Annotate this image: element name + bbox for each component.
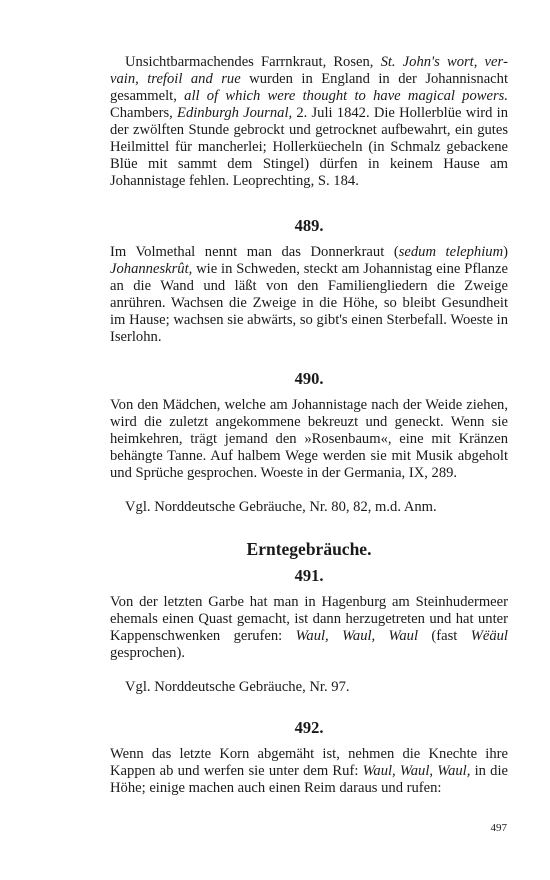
paragraph-491 <box>110 594 508 662</box>
italic-run: Edinburgh Journal, <box>177 105 293 121</box>
italic-run: Johanneskrût, <box>110 261 193 277</box>
entry-number-491: 491. <box>294 566 324 585</box>
text-run: Wenn das letzte Korn abgemäht ist, nehmen die Knechte ihre Kappen ab und werfen sie unter dem Ruf: <box>110 746 508 779</box>
italic-run: sedum telephium <box>398 244 504 260</box>
entry-number-492: 492. <box>294 718 324 737</box>
italic-run: all of which were thought to have magical powers. <box>184 88 508 104</box>
text-run: Von der letzten Garbe hat man in Hagenburg am Steinhudermeer ehemals einen Quast gemacht, ist dann herzugetreten und hat unter Kappenschwenken gerufen: <box>110 594 508 644</box>
text-run: wie in Schweden, steckt am Johannistag eine Pflanze an die Wand und läßt von den Familiengliedern die Zweige anrühren. Wachsen die Zweige in die Höhe, so bleibt Gesundheit im Hause; wachsen sie abwärts, so gibt's einen Sterbefall. Woeste in Iserlohn. <box>110 261 508 345</box>
text-run: Unsichtbarmachendes Farrnkraut, Rosen, <box>125 54 381 70</box>
italic-run: Waul, Waul, Waul <box>295 628 419 644</box>
text-run: 2. Juli 1842. Die Hollerblüe wird in der zwölften Stunde gebrockt und getrocknet aufbewahrt, ein gutes Heilmittel für mancherlei; Hollerküecheln (in Schmalz gebackene Blüe mit sammt dem Stingel) dürfen in keinem Hause am Johannistage fehlen. Leoprechting, S. 184. <box>110 105 508 189</box>
paragraph-492 <box>110 746 508 797</box>
text-run: (fast <box>418 628 471 644</box>
paragraph-490: Von den Mädchen, welche am Johannistage nach der Weide ziehen, wird die zuletzt angekommene bekreuzt und geneckt. Wenn sie heimkehren, trägt jemand den »Rosenbaum«, eine mit Kränzen behängte Tanne. Auf halbem Wege werden sie mit Musik abgeholt und Sprüche gesprochen. Woeste in der Germania, IX, 289. <box>110 397 508 481</box>
note-491: Vgl. Norddeutsche Gebräuche, Nr. 97. <box>125 679 350 695</box>
text-run: ) <box>503 244 508 260</box>
text-run: in die Höhe; einige machen auch einen Reim daraus und rufen: <box>110 763 508 796</box>
text-run: wurden in England in der Johannisnacht gesammelt, <box>110 71 509 104</box>
paragraph-489 <box>110 244 508 346</box>
text-run: Chambers, <box>110 105 178 121</box>
note-490: Vgl. Norddeutsche Gebräuche, Nr. 80, 82, m.d. Anm. <box>125 499 437 515</box>
paragraph-intro <box>110 54 508 190</box>
italic-run: Wëäul <box>470 628 508 644</box>
entry-number-489: 489. <box>294 216 324 235</box>
italic-run: Waul, Waul, Waul, <box>362 763 471 779</box>
text-run: gesprochen). <box>110 645 185 661</box>
entry-number-490: 490. <box>294 369 324 388</box>
italic-run: St. John's wort, vervain, trefoil and rue <box>110 54 508 87</box>
section-title: Erntegebräuche. <box>246 539 372 559</box>
text-run: Im Volmethal nennt man das Donnerkraut ( <box>110 244 399 260</box>
page-number: 497 <box>490 822 507 834</box>
page-body <box>110 48 508 797</box>
